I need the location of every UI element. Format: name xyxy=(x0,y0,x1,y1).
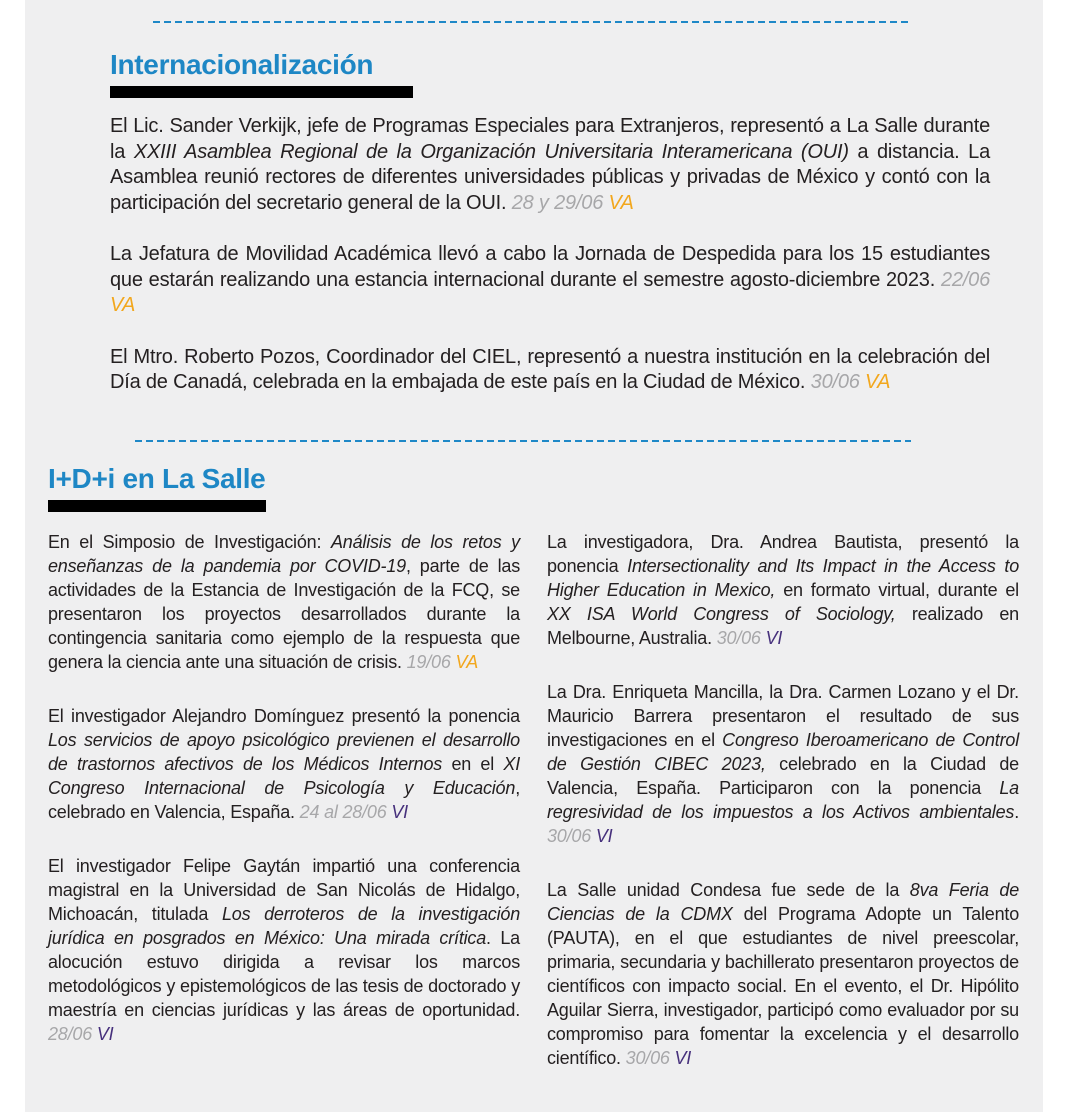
news-paragraph xyxy=(547,878,1019,1070)
page-background xyxy=(25,0,1043,1112)
text-run: El investigador Felipe Gaytán impartió una conferencia magistral en la Universidad de San Nicolás de Hidalgo, Michoacán, titulada xyxy=(48,856,520,924)
tag-vi-run: VI xyxy=(765,628,783,648)
text-run: La investigadora, Dra. Andrea Bautista, presentó la ponencia xyxy=(547,532,1019,576)
text-run: a distancia. La Asamblea reunió rectores de diferentes universidades públicas y privadas de México y contó con la participación del secretario general de la OUI. xyxy=(110,140,990,214)
date-run: 28 y 29/06 xyxy=(511,191,609,214)
section-title-internacionalizacion: Internacionalización xyxy=(110,49,374,80)
news-paragraph xyxy=(48,530,520,674)
italic-run: Análisis de los retos y enseñanzas de la pandemia por COVID-19 xyxy=(48,532,520,576)
italic-run: La regresividad de los impuestos a los Activos ambientales xyxy=(547,778,1019,822)
tag-vi-run: VI xyxy=(674,1048,692,1068)
tag-va-run: VA xyxy=(865,371,891,393)
text-run: celebrado en la Ciudad de Valencia, España. Participaron con la ponencia xyxy=(547,754,1019,798)
italic-run: Los derroteros de la investigación jurídica en posgrados en México: Una mirada crítica xyxy=(48,904,521,948)
italic-run: XI Congreso Internacional de Psicología y Educación xyxy=(48,754,520,798)
tag-vi-run: VI xyxy=(595,826,613,846)
section-idi-header xyxy=(48,464,266,512)
date-run: 30/06 xyxy=(716,628,766,648)
dashed-divider-middle xyxy=(135,440,911,442)
tag-va-run: VA xyxy=(608,191,634,214)
news-paragraph xyxy=(48,854,520,1046)
tag-va-run: VA xyxy=(455,652,479,672)
column-right xyxy=(547,530,1019,1100)
date-run: 30/06 xyxy=(547,826,596,846)
news-paragraph xyxy=(547,680,1019,848)
date-run: 28/06 xyxy=(48,1024,97,1044)
tag-vi-run: VI xyxy=(96,1024,114,1044)
text-run: En el Simposio de Investigación: xyxy=(48,532,331,552)
title-underline-bar xyxy=(110,86,413,98)
two-column-layout xyxy=(48,530,1019,1100)
text-run: El investigador Alejandro Domínguez presentó la ponencia xyxy=(48,706,520,726)
section-title-idi: I+D+i en La Salle xyxy=(48,463,266,494)
italic-run: XX ISA World Congress of Sociology, xyxy=(547,604,896,624)
text-run: en el xyxy=(442,754,504,774)
date-run: 30/06 xyxy=(625,1048,675,1068)
column-left xyxy=(48,530,520,1100)
text-run: . La alocución estuvo dirigida a revisar los marcos metodológicos y epistemológicos de las tesis de doctorado y maestría en ciencias jurídicas y las áreas de oportunidad. xyxy=(48,928,520,1020)
date-run: 30/06 xyxy=(810,371,866,393)
italic-run: Congreso Iberoamericano de Control de Gestión CIBEC 2023, xyxy=(547,730,1019,774)
date-run: 24 al 28/06 xyxy=(299,802,392,822)
news-paragraph xyxy=(110,242,990,319)
text-run: realizado en Melbourne, Australia. xyxy=(547,604,1019,648)
italic-run: Los servicios de apoyo psicológico previenen el desarrollo de trastornos afectivos de los Médicos Internos xyxy=(48,730,520,774)
section-internacionalizacion xyxy=(110,50,990,396)
text-run: del Programa Adopte un Talento (PAUTA), en el que estudiantes de nivel preescolar, primaria, secundaria y bachillerato presentaron proyectos de científicos con impacto social. En el evento, el Dr. Hipólito Aguilar Sierra, investigador, participó como evaluador por su compromiso para fomentar la excelencia y el desarrollo científico. xyxy=(547,904,1019,1068)
text-run: La Jefatura de Movilidad Académica llevó a cabo la Jornada de Despedida para los 15 estudiantes que estarán realizando una estancia internacional durante el semestre agosto-diciembre 2023. xyxy=(110,243,990,291)
news-paragraph xyxy=(110,345,990,396)
news-paragraph xyxy=(48,704,520,824)
text-run: El Lic. Sander Verkijk, jefe de Programas Especiales para Extranjeros, representó a La Salle durante la xyxy=(110,115,990,163)
news-paragraph xyxy=(110,114,990,216)
italic-run: XXIII Asamblea Regional de la Organización Universitaria Interamericana (OUI) xyxy=(133,140,849,163)
text-run: en formato virtual, durante el xyxy=(775,580,1019,600)
italic-run: Intersectionality and Its Impact in the Access to Higher Education in Mexico, xyxy=(547,556,1020,600)
italic-run: 8va Feria de Ciencias de la CDMX xyxy=(547,880,1019,924)
news-paragraph xyxy=(547,530,1019,650)
title-underline-bar xyxy=(48,500,266,512)
tag-va-run: VA xyxy=(110,294,136,316)
dashed-divider-top xyxy=(153,21,911,23)
tag-vi-run: VI xyxy=(391,802,408,822)
text-run: La Salle unidad Condesa fue sede de la xyxy=(547,880,910,900)
date-run: 19/06 xyxy=(406,652,456,672)
text-run: , parte de las actividades de la Estancia de Investigación de la FCQ, se presentaron los proyectos desarrollados durante la contingencia sanitaria como ejemplo de la respuesta que genera la ciencia ante una situación de crisis. xyxy=(48,556,520,672)
text-run: . xyxy=(1014,802,1019,822)
text-run: El Mtro. Roberto Pozos, Coordinador del CIEL, representó a nuestra institución en la celebración del Día de Canadá, celebrada en la embajada de este país en la Ciudad de México. xyxy=(110,345,990,393)
text-run: La Dra. Enriqueta Mancilla, la Dra. Carmen Lozano y el Dr. Mauricio Barrera presentaron el resultado de sus investigaciones en el xyxy=(547,682,1019,750)
text-run: , celebrado en Valencia, España. xyxy=(48,778,520,822)
date-run: 22/06 xyxy=(940,268,990,291)
